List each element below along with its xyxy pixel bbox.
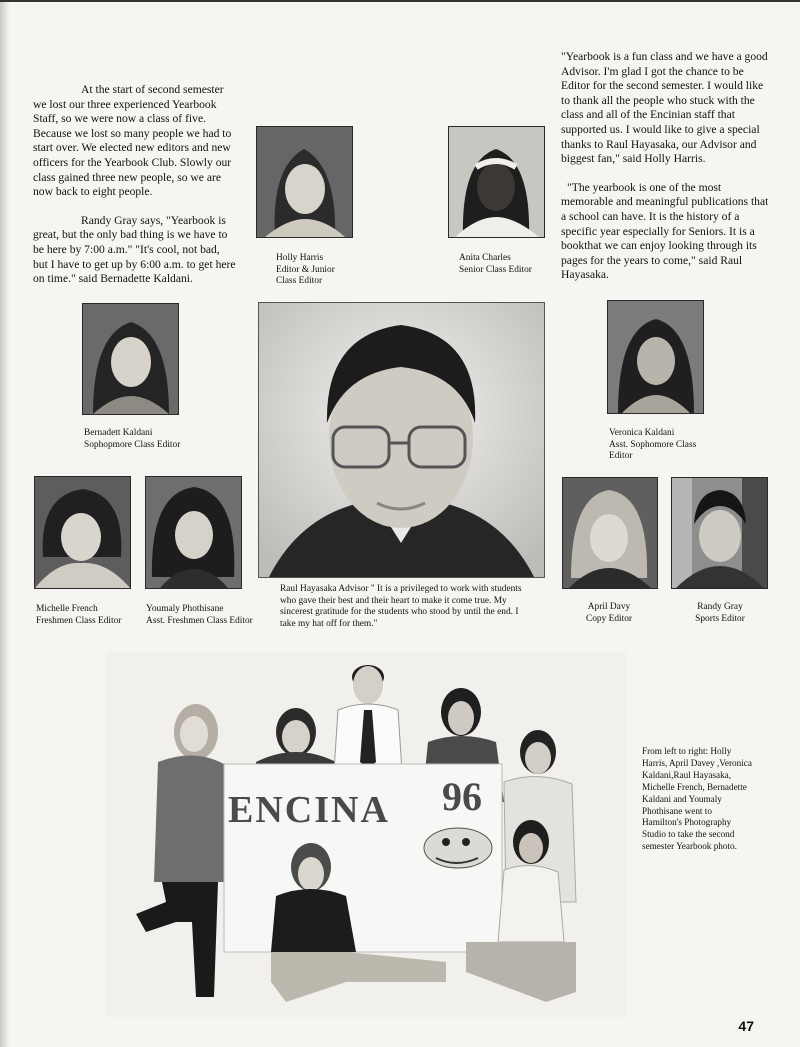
bulldog-icon	[424, 828, 492, 868]
caption-name: Bernadett Kaldani	[84, 428, 153, 438]
intro-paragraph-2: Randy Gray says, "Yearbook is great, but the only bad thing is we have to be here by 7:00 a.m." "It's cool, not bad, but I have to get up by 6:00 a.m. to get here on time." said Bernadette Kaldani.	[33, 213, 236, 286]
holly-harris-portrait	[256, 126, 353, 238]
michelle-caption	[36, 604, 121, 627]
caption-role: Copy Editor	[585, 613, 633, 624]
bernadett-caption	[84, 428, 180, 451]
april-caption	[567, 602, 651, 625]
bernadett-kaldani-portrait	[82, 303, 179, 415]
caption-role: Editor	[609, 451, 633, 462]
youmaly-phothisane-portrait	[145, 476, 242, 589]
group-caption-text: From left to right: Holly Harris, April Davey ,Veronica Kaldani,Raul Hayasaka, Michelle French, Bernadette Kaldani and Youmaly Phothisane went to Hamilton's Photography Studio to take the second semester Yearbook photo.	[642, 746, 752, 852]
advisor-quote: Raul Hayasaka Advisor " It is a privileged to work with students who gave their best and their heart to make it come true. My sincerest gratitude for the students who stood by until the end. I take my hat off for them."	[280, 584, 522, 629]
caption-role: Sophopmore Class Editor	[84, 439, 181, 450]
group-caption	[642, 746, 754, 853]
caption-name: Anita Charles	[459, 253, 511, 263]
quotes-text	[561, 50, 769, 283]
randy-gray-portrait	[671, 477, 768, 589]
veronica-kaldani-portrait	[607, 300, 704, 414]
caption-role: Sports Editor	[695, 613, 745, 624]
caption-role: Freshmen Class Editor	[36, 615, 122, 626]
caption-name: April Davy	[587, 602, 631, 612]
randy-caption	[678, 602, 762, 625]
banner-word: ENCINA	[228, 789, 390, 831]
binding-shadow	[0, 0, 10, 1047]
page-top-edge	[0, 0, 800, 2]
advisor-caption	[280, 584, 535, 630]
caption-role: Editor & Junior	[276, 264, 335, 275]
caption-name: Randy Gray	[697, 602, 743, 612]
group-photo	[106, 652, 626, 1017]
intro-text	[33, 83, 237, 287]
caption-name: Youmaly Phothisane	[146, 604, 224, 614]
holly-quote: "Yearbook is a fun class and we have a good Advisor. I'm glad I got the chance to be Editor for the second semester. I would like to thank all the people who stuck with the class and all of the Encinian staff that supported us. I would like to give a special thanks to Raul Hayasaka, our Advisor and biggest fan," said Holly Harris.	[561, 50, 768, 166]
caption-role: Class Editor	[276, 276, 323, 287]
caption-name: Veronica Kaldani	[609, 428, 675, 438]
intro-paragraph-1: At the start of second semester we lost our three experienced Yearbook Staff, so we were now a class of five. Because we lost so many people we had to start over. We elected new editors and new officers for the Yearbook Club. Slowly our class gained three new people, so we are now back to eight people.	[33, 83, 232, 199]
page-number: 47	[738, 1018, 754, 1034]
anita-charles-portrait	[448, 126, 545, 238]
anita-caption	[459, 253, 532, 276]
raul-quote: "The yearbook is one of the most memorable and meaningful publications that a school can have. It is the history of a specific year especially for Seniors. It is a bookthat we can enjoy looking through its pages for the years to come," said Raul Hayasaka.	[561, 180, 769, 282]
caption-name: Holly Harris	[276, 253, 324, 263]
holly-caption	[276, 253, 335, 288]
veronica-caption	[609, 428, 696, 463]
april-davy-portrait	[562, 477, 658, 589]
banner-year: 96	[442, 774, 482, 819]
caption-name: Michelle French	[36, 604, 98, 614]
raul-hayasaka-portrait	[258, 302, 545, 578]
caption-role: Asst. Freshmen Class Editor	[146, 615, 253, 626]
caption-role: Asst. Sophomore Class	[609, 439, 697, 450]
youmaly-caption	[146, 604, 253, 627]
michelle-french-portrait	[34, 476, 131, 589]
caption-role: Senior Class Editor	[459, 264, 532, 275]
